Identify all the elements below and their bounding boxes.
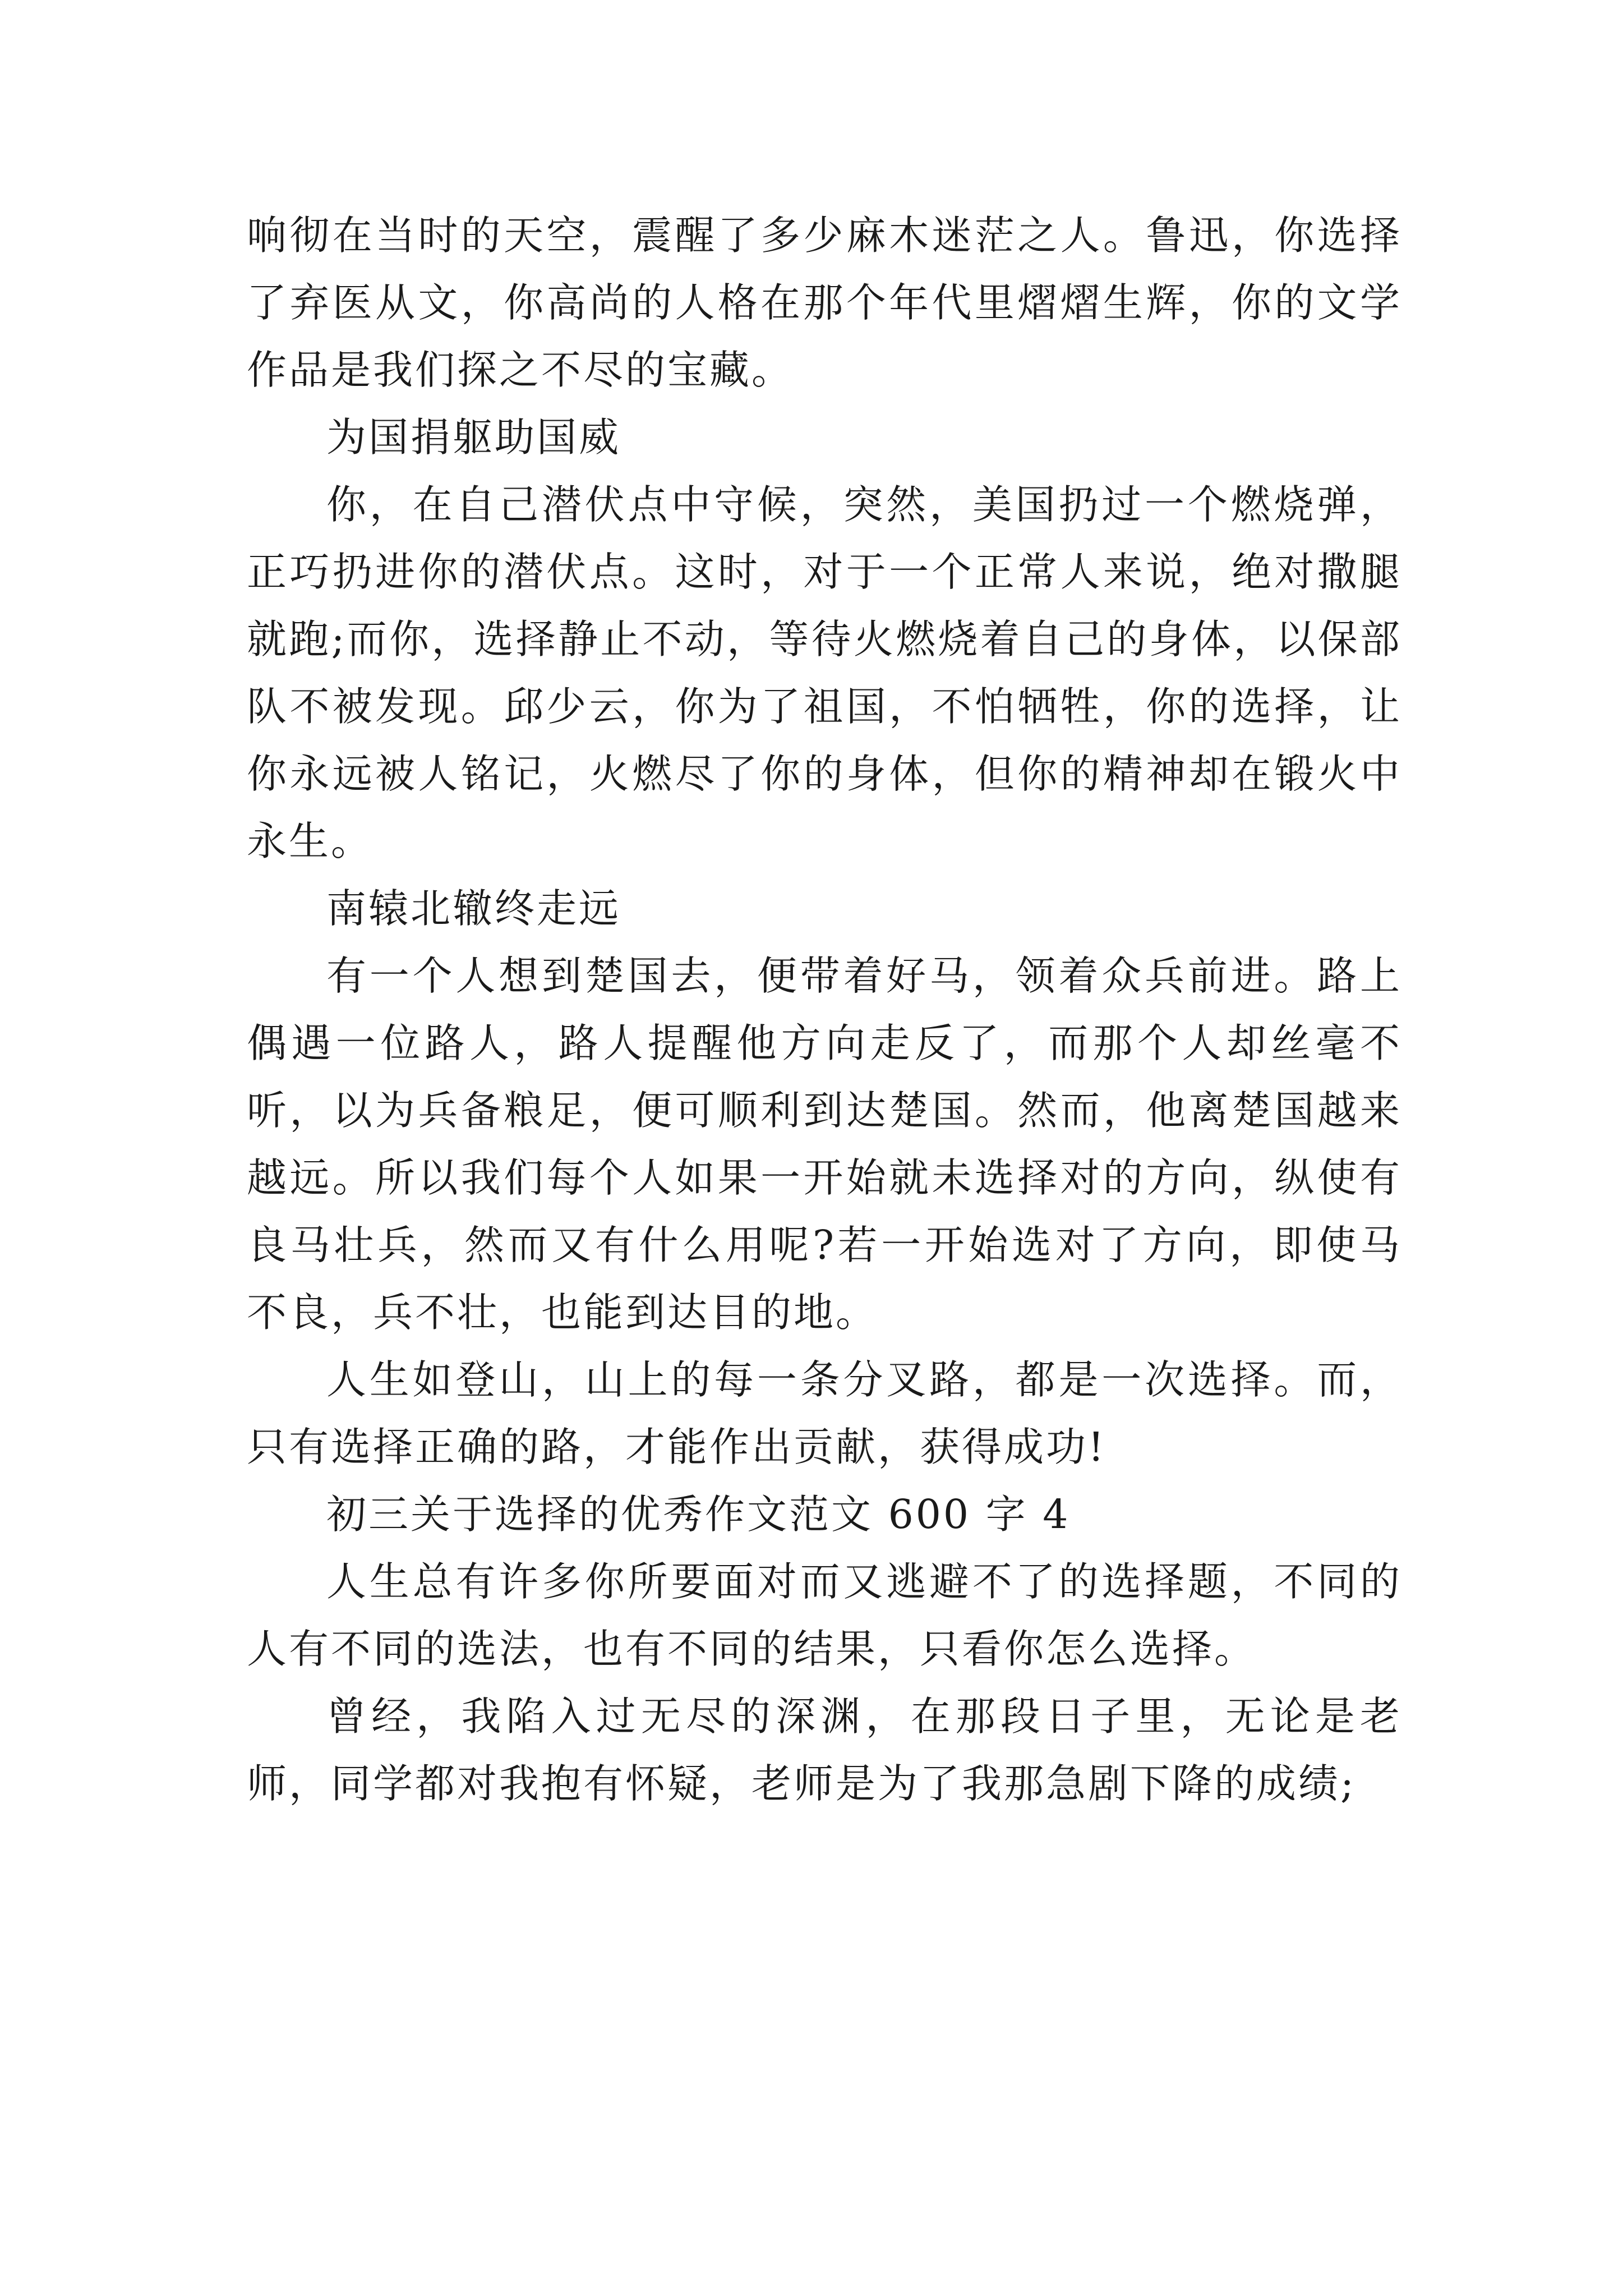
essay-title-4: 初三关于选择的优秀作文范文 600 字 4 xyxy=(326,1491,1071,1538)
paragraph-qiu-shaoyun: 你，在自己潜伏点中守候，突然，美国扔过一个燃烧弹，正巧扔进你的潜伏点。这时，对于一个正常人来说，绝对撒腿就跑;而你，选择静止不动，等待火燃烧着自己的身体，以保部队不被发现。邱少云，你为了祖国，不怕牺牲，你的选择，让你永远被人铭记，火燃尽了你的身体，但你的精神却在锻火中永生。 xyxy=(247,481,1402,864)
paragraph-abyss: 曾经，我陷入过无尽的深渊，在那段日子里，无论是老师，同学都对我抱有怀疑，老师是为了我那急剧下降的成绩; xyxy=(247,1693,1402,1807)
document-body xyxy=(247,202,1402,1818)
section-heading-nanyuan-beizhe: 南辕北辙终走远 xyxy=(326,885,621,932)
paragraph-life-choices: 人生总有许多你所要面对而又逃避不了的选择题，不同的人有不同的选法，也有不同的结果，只看你怎么选择。 xyxy=(247,1558,1402,1672)
paragraph-climbing-mountain: 人生如登山，山上的每一条分叉路，都是一次选择。而，只有选择正确的路，才能作出贡献，获得成功! xyxy=(247,1356,1402,1470)
paragraph-lu-xun: 响彻在当时的天空，震醒了多少麻木迷茫之人。鲁迅，你选择了弃医从文，你高尚的人格在那个年代里熠熠生辉，你的文学作品是我们探之不尽的宝藏。 xyxy=(247,212,1402,393)
section-heading-qiu-shaoyun: 为国捐躯助国威 xyxy=(326,414,621,461)
paragraph-nanyuan-beizhe: 有一个人想到楚国去，便带着好马，领着众兵前进。路上偶遇一位路人，路人提醒他方向走反了，而那个人却丝毫不听，以为兵备粮足，便可顺利到达楚国。然而，他离楚国越来越远。所以我们每个人如果一开始就未选择对的方向，纵使有良马壮兵，然而又有什么用呢?若一开始选对了方向，即使马不良，兵不壮，也能到达目的地。 xyxy=(247,953,1402,1336)
